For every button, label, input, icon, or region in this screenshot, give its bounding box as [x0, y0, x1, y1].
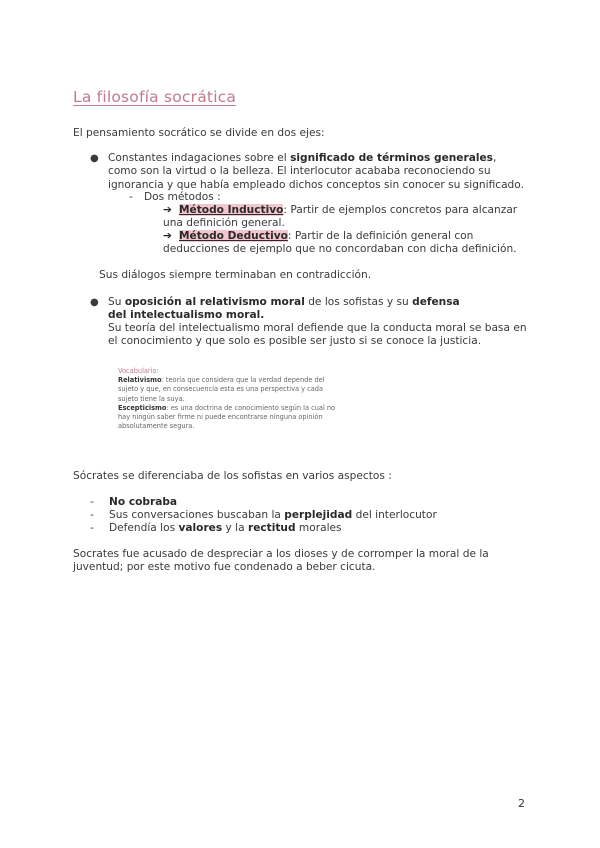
difference-1-text: No cobraba	[109, 496, 178, 508]
bullet-1-post: , como son la virtud o la belleza. El interlocutor acababa reconociendo su ignorancia y que había empleado dichos conceptos sin conocer su significado.	[108, 152, 524, 191]
bullet-1-pre: Constantes indagaciones sobre el	[108, 152, 291, 164]
relativismo-definition: : teoría que considera que la verdad depende del sujeto y que, en consecuencia esta es una perspectiva y cada sujeto tiene la suya.	[118, 376, 325, 403]
dash-marker: -	[129, 191, 133, 203]
closing-paragraph: Socrates fue acusado de despreciar a los dioses y de corromper la moral de la juventud; por este motivo fue condenado a beber cicuta.	[73, 548, 489, 574]
bullet-2-text	[108, 296, 468, 323]
vocabulary-relativismo	[118, 376, 343, 404]
difference-3-bold-2: rectitud	[247, 522, 296, 534]
difference-2-bold: perplejidad	[284, 509, 353, 521]
difference-2-post: del interlocutor	[352, 509, 437, 521]
bullet-2-mid: de los sofistas y su	[304, 296, 413, 308]
deductive-method-row	[163, 230, 523, 257]
dash-marker: -	[90, 509, 94, 521]
bullet-dot: ●	[90, 153, 99, 164]
arrow-right-icon: ➔	[163, 204, 172, 216]
dialogues-conclusion: Sus diálogos siempre terminaban en contradicción.	[99, 269, 372, 281]
deductive-label: Método Deductivo	[179, 230, 288, 242]
inductive-label: Método Inductivo	[179, 204, 284, 216]
bullet-1-bold: significado de términos generales	[290, 152, 493, 164]
page-title: La filosofía socrática	[73, 88, 237, 106]
dash-marker: -	[90, 496, 94, 508]
bullet-2-detail: Su teoría del intelectualismo moral defiende que la conducta moral se basa en el conocimiento y que solo es posible ser justo si se conoce la justicia.	[108, 322, 527, 348]
inductive-method-row	[163, 204, 523, 231]
dash-marker: -	[90, 522, 94, 534]
vocabulary-escepticismo	[118, 404, 343, 432]
escepticismo-term: Escepticismo	[118, 403, 167, 412]
difference-2-pre: Sus conversaciones buscaban la	[109, 509, 285, 521]
vocabulary-title: Vocabulario:	[118, 367, 159, 375]
arrow-right-icon: ➔	[163, 230, 172, 242]
relativismo-term: Relativismo	[118, 376, 162, 385]
difference-3-pre: Defendía los	[109, 522, 179, 534]
difference-item-3	[90, 522, 342, 534]
vocabulary-note	[118, 367, 343, 431]
page-number: 2	[518, 797, 525, 810]
difference-item-1	[90, 496, 177, 508]
escepticismo-definition: : es una doctrina de conocimiento según la cual no hay ningún saber firme ni puede encontrarse ninguna opinión absolutamente segura.	[118, 403, 336, 431]
bullet-dot: ●	[90, 297, 99, 308]
deductive-text: : Partir de la definición general con deducciones de ejemplo que no concordaban con dicha definición.	[163, 230, 517, 256]
difference-3-bold-1: valores	[178, 522, 223, 534]
bullet-2-bold-2: defensa del intelectualismo moral.	[108, 296, 460, 322]
bullet-2-bold-1: oposición al relativismo moral	[124, 296, 305, 308]
intro-paragraph: El pensamiento socrático se divide en dos ejes:	[73, 127, 325, 139]
difference-item-2	[90, 509, 437, 521]
difference-3-mid: y la	[222, 522, 248, 534]
differences-intro: Sócrates se diferenciaba de los sofistas en varios aspectos :	[73, 470, 392, 482]
difference-3-post: morales	[295, 522, 342, 534]
inductive-text: : Partir de ejemplos concretos para alcanzar una definición general.	[163, 204, 518, 230]
bullet-1-text	[108, 152, 528, 192]
methods-label: Dos métodos :	[144, 191, 221, 203]
bullet-2-pre: Su	[108, 296, 125, 308]
